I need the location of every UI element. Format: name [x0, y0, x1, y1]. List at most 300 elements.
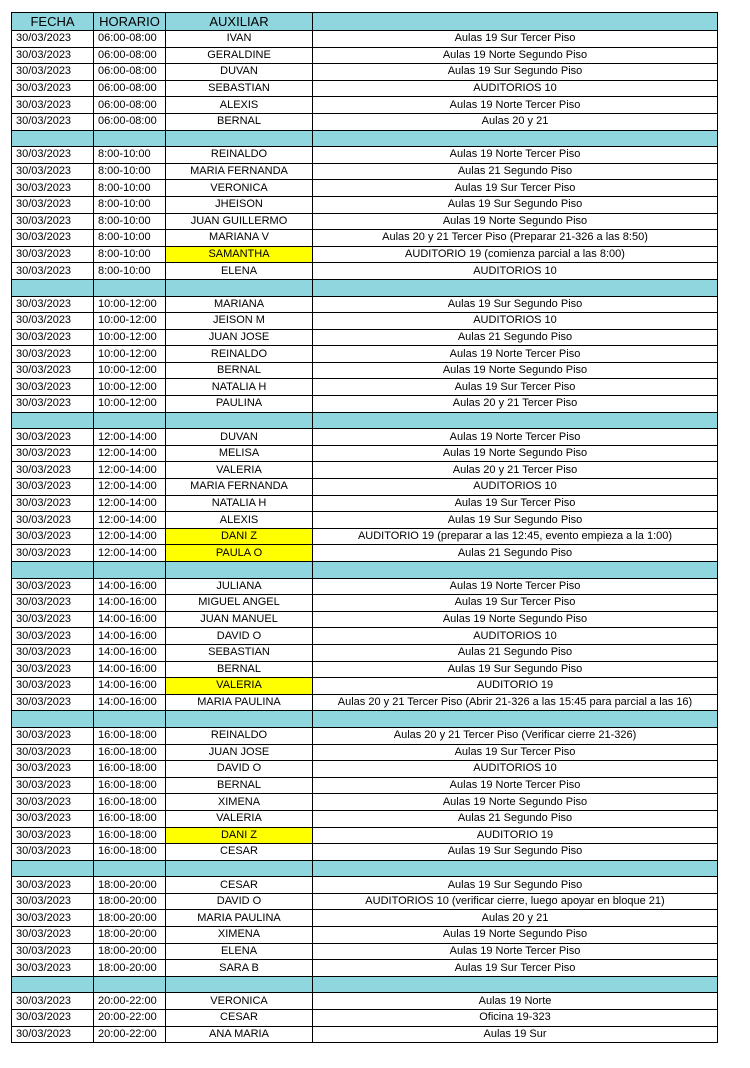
table-row: [12, 827, 718, 844]
place-cell: AUDITORIOS 10: [313, 313, 718, 330]
auxiliar-cell: ANA MARIA: [166, 1026, 313, 1043]
time-cell: 10:00-12:00: [94, 346, 166, 363]
auxiliar-cell: GERALDINE: [166, 47, 313, 64]
separator-cell: [12, 130, 94, 147]
table-row: [12, 794, 718, 811]
place-cell: Aulas 20 y 21 Tercer Piso (Preparar 21-326 a las 8:50): [313, 230, 718, 247]
auxiliar-cell: CESAR: [166, 844, 313, 861]
schedule-table: [11, 12, 718, 1043]
time-cell: 16:00-18:00: [94, 827, 166, 844]
time-cell: 06:00-08:00: [94, 113, 166, 130]
date-cell: 30/03/2023: [12, 960, 94, 977]
auxiliar-cell: ALEXIS: [166, 512, 313, 529]
date-cell: 30/03/2023: [12, 761, 94, 778]
date-cell: 30/03/2023: [12, 362, 94, 379]
time-cell: 16:00-18:00: [94, 761, 166, 778]
place-cell: Aulas 19 Norte Tercer Piso: [313, 429, 718, 446]
place-cell: Aulas 19 Sur Segundo Piso: [313, 64, 718, 81]
auxiliar-cell: BERNAL: [166, 777, 313, 794]
time-cell: 10:00-12:00: [94, 329, 166, 346]
table-row: [12, 445, 718, 462]
date-cell: 30/03/2023: [12, 313, 94, 330]
place-cell: AUDITORIOS 10: [313, 628, 718, 645]
auxiliar-cell: JULIANA: [166, 578, 313, 595]
date-cell: 30/03/2023: [12, 844, 94, 861]
place-cell: Aulas 19 Sur Segundo Piso: [313, 296, 718, 313]
separator-cell: [166, 976, 313, 993]
time-cell: 20:00-22:00: [94, 993, 166, 1010]
table-row: [12, 246, 718, 263]
auxiliar-cell: MARIA FERNANDA: [166, 479, 313, 496]
auxiliar-cell: REINALDO: [166, 346, 313, 363]
place-cell: Aulas 19 Norte Segundo Piso: [313, 611, 718, 628]
separator-cell: [12, 860, 94, 877]
date-cell: 30/03/2023: [12, 910, 94, 927]
table-row: [12, 694, 718, 711]
auxiliar-cell: PAULINA: [166, 396, 313, 413]
date-cell: 30/03/2023: [12, 877, 94, 894]
time-cell: 10:00-12:00: [94, 362, 166, 379]
separator-cell: [166, 562, 313, 579]
table-row: [12, 429, 718, 446]
header-lugar: [313, 13, 718, 31]
auxiliar-cell: SARA B: [166, 960, 313, 977]
date-cell: 30/03/2023: [12, 47, 94, 64]
time-cell: 16:00-18:00: [94, 794, 166, 811]
auxiliar-cell: PAULA O: [166, 545, 313, 562]
time-cell: 06:00-08:00: [94, 97, 166, 114]
time-cell: 14:00-16:00: [94, 644, 166, 661]
table-row: [12, 644, 718, 661]
auxiliar-cell: ELENA: [166, 943, 313, 960]
time-cell: 10:00-12:00: [94, 313, 166, 330]
place-cell: AUDITORIOS 10 (verificar cierre, luego apoyar en bloque 21): [313, 893, 718, 910]
time-cell: 14:00-16:00: [94, 694, 166, 711]
auxiliar-cell: VALERIA: [166, 810, 313, 827]
date-cell: 30/03/2023: [12, 213, 94, 230]
place-cell: Aulas 19 Norte Tercer Piso: [313, 943, 718, 960]
date-cell: 30/03/2023: [12, 943, 94, 960]
date-cell: 30/03/2023: [12, 445, 94, 462]
table-row: [12, 147, 718, 164]
time-cell: 12:00-14:00: [94, 512, 166, 529]
time-cell: 8:00-10:00: [94, 147, 166, 164]
date-cell: 30/03/2023: [12, 827, 94, 844]
date-cell: 30/03/2023: [12, 794, 94, 811]
separator-cell: [94, 711, 166, 728]
table-row: [12, 263, 718, 280]
auxiliar-cell: DANI Z: [166, 528, 313, 545]
place-cell: Aulas 21 Segundo Piso: [313, 810, 718, 827]
place-cell: Oficina 19-323: [313, 1010, 718, 1027]
time-cell: 12:00-14:00: [94, 445, 166, 462]
place-cell: Aulas 19 Sur Segundo Piso: [313, 196, 718, 213]
time-cell: 18:00-20:00: [94, 927, 166, 944]
schedule-body: [12, 31, 718, 1043]
time-cell: 12:00-14:00: [94, 479, 166, 496]
separator-cell: [94, 412, 166, 429]
table-row: [12, 180, 718, 197]
date-cell: 30/03/2023: [12, 744, 94, 761]
place-cell: Aulas 19 Norte Tercer Piso: [313, 777, 718, 794]
table-row: [12, 296, 718, 313]
place-cell: Aulas 21 Segundo Piso: [313, 545, 718, 562]
place-cell: Aulas 19 Sur Segundo Piso: [313, 512, 718, 529]
place-cell: Aulas 19 Sur Segundo Piso: [313, 844, 718, 861]
table-row: [12, 744, 718, 761]
table-row: [12, 230, 718, 247]
place-cell: Aulas 20 y 21 Tercer Piso: [313, 396, 718, 413]
place-cell: AUDITORIO 19 (preparar a las 12:45, evento empieza a la 1:00): [313, 528, 718, 545]
table-row: [12, 495, 718, 512]
separator-cell: [12, 711, 94, 728]
table-row: [12, 578, 718, 595]
date-cell: 30/03/2023: [12, 147, 94, 164]
table-row: [12, 362, 718, 379]
place-cell: Aulas 19 Norte Segundo Piso: [313, 794, 718, 811]
table-row: [12, 777, 718, 794]
auxiliar-cell: NATALIA H: [166, 379, 313, 396]
time-cell: 14:00-16:00: [94, 678, 166, 695]
time-cell: 8:00-10:00: [94, 180, 166, 197]
place-cell: AUDITORIO 19: [313, 678, 718, 695]
place-cell: AUDITORIOS 10: [313, 761, 718, 778]
place-cell: Aulas 21 Segundo Piso: [313, 163, 718, 180]
date-cell: 30/03/2023: [12, 97, 94, 114]
place-cell: AUDITORIO 19 (comienza parcial a las 8:00): [313, 246, 718, 263]
date-cell: 30/03/2023: [12, 678, 94, 695]
table-row: [12, 611, 718, 628]
time-cell: 10:00-12:00: [94, 379, 166, 396]
date-cell: 30/03/2023: [12, 379, 94, 396]
table-row: [12, 1026, 718, 1043]
separator-cell: [12, 412, 94, 429]
separator-cell: [166, 130, 313, 147]
table-row: [12, 893, 718, 910]
date-cell: 30/03/2023: [12, 545, 94, 562]
separator-cell: [12, 976, 94, 993]
table-row: [12, 47, 718, 64]
auxiliar-cell: VALERIA: [166, 462, 313, 479]
place-cell: Aulas 19 Sur Tercer Piso: [313, 180, 718, 197]
auxiliar-cell: MARIANA V: [166, 230, 313, 247]
time-cell: 10:00-12:00: [94, 396, 166, 413]
time-cell: 12:00-14:00: [94, 462, 166, 479]
date-cell: 30/03/2023: [12, 396, 94, 413]
time-cell: 8:00-10:00: [94, 230, 166, 247]
time-cell: 16:00-18:00: [94, 727, 166, 744]
date-cell: 30/03/2023: [12, 644, 94, 661]
separator-cell: [313, 130, 718, 147]
table-row: [12, 844, 718, 861]
time-cell: 12:00-14:00: [94, 528, 166, 545]
separator-cell: [94, 130, 166, 147]
time-cell: 16:00-18:00: [94, 844, 166, 861]
auxiliar-cell: DAVID O: [166, 893, 313, 910]
auxiliar-cell: MARIA PAULINA: [166, 694, 313, 711]
table-row: [12, 661, 718, 678]
date-cell: 30/03/2023: [12, 727, 94, 744]
table-row: [12, 196, 718, 213]
auxiliar-cell: VERONICA: [166, 180, 313, 197]
table-row: [12, 64, 718, 81]
table-row: [12, 628, 718, 645]
table-row: [12, 313, 718, 330]
table-row: [12, 1010, 718, 1027]
date-cell: 30/03/2023: [12, 611, 94, 628]
auxiliar-cell: MARIANA: [166, 296, 313, 313]
auxiliar-cell: VERONICA: [166, 993, 313, 1010]
auxiliar-cell: JUAN GUILLERMO: [166, 213, 313, 230]
place-cell: Aulas 19 Norte Tercer Piso: [313, 97, 718, 114]
time-cell: 14:00-16:00: [94, 611, 166, 628]
auxiliar-cell: NATALIA H: [166, 495, 313, 512]
place-cell: Aulas 19 Sur Segundo Piso: [313, 877, 718, 894]
place-cell: AUDITORIOS 10: [313, 80, 718, 97]
time-cell: 12:00-14:00: [94, 545, 166, 562]
table-row: [12, 545, 718, 562]
date-cell: 30/03/2023: [12, 1026, 94, 1043]
separator-cell: [94, 860, 166, 877]
block-separator-row: [12, 976, 718, 993]
date-cell: 30/03/2023: [12, 180, 94, 197]
time-cell: 16:00-18:00: [94, 777, 166, 794]
date-cell: 30/03/2023: [12, 1010, 94, 1027]
place-cell: Aulas 19 Sur Tercer Piso: [313, 379, 718, 396]
place-cell: Aulas 19 Norte Tercer Piso: [313, 147, 718, 164]
time-cell: 8:00-10:00: [94, 263, 166, 280]
separator-cell: [313, 976, 718, 993]
table-row: [12, 379, 718, 396]
separator-cell: [94, 279, 166, 296]
block-separator-row: [12, 711, 718, 728]
date-cell: 30/03/2023: [12, 31, 94, 48]
place-cell: Aulas 19 Norte: [313, 993, 718, 1010]
separator-cell: [313, 412, 718, 429]
separator-cell: [313, 711, 718, 728]
auxiliar-cell: MELISA: [166, 445, 313, 462]
place-cell: Aulas 20 y 21 Tercer Piso: [313, 462, 718, 479]
date-cell: 30/03/2023: [12, 462, 94, 479]
date-cell: 30/03/2023: [12, 528, 94, 545]
auxiliar-cell: ELENA: [166, 263, 313, 280]
time-cell: 16:00-18:00: [94, 810, 166, 827]
date-cell: 30/03/2023: [12, 578, 94, 595]
block-separator-row: [12, 130, 718, 147]
place-cell: Aulas 19 Norte Tercer Piso: [313, 346, 718, 363]
table-row: [12, 329, 718, 346]
date-cell: 30/03/2023: [12, 429, 94, 446]
separator-cell: [166, 412, 313, 429]
date-cell: 30/03/2023: [12, 80, 94, 97]
separator-cell: [166, 860, 313, 877]
place-cell: Aulas 19 Norte Segundo Piso: [313, 213, 718, 230]
date-cell: 30/03/2023: [12, 163, 94, 180]
place-cell: Aulas 19 Sur Tercer Piso: [313, 595, 718, 612]
date-cell: 30/03/2023: [12, 246, 94, 263]
place-cell: Aulas 21 Segundo Piso: [313, 329, 718, 346]
block-separator-row: [12, 562, 718, 579]
header-auxiliar: AUXILIAR: [166, 13, 313, 31]
separator-cell: [313, 860, 718, 877]
date-cell: 30/03/2023: [12, 810, 94, 827]
auxiliar-cell: JEISON M: [166, 313, 313, 330]
place-cell: AUDITORIOS 10: [313, 263, 718, 280]
auxiliar-cell: XIMENA: [166, 794, 313, 811]
date-cell: 30/03/2023: [12, 230, 94, 247]
table-row: [12, 595, 718, 612]
time-cell: 20:00-22:00: [94, 1010, 166, 1027]
time-cell: 18:00-20:00: [94, 960, 166, 977]
time-cell: 14:00-16:00: [94, 578, 166, 595]
auxiliar-cell: JUAN JOSE: [166, 329, 313, 346]
table-row: [12, 960, 718, 977]
auxiliar-cell: SEBASTIAN: [166, 644, 313, 661]
table-row: [12, 97, 718, 114]
table-row: [12, 761, 718, 778]
auxiliar-cell: SAMANTHA: [166, 246, 313, 263]
table-row: [12, 943, 718, 960]
auxiliar-cell: CESAR: [166, 877, 313, 894]
table-row: [12, 479, 718, 496]
time-cell: 8:00-10:00: [94, 196, 166, 213]
separator-cell: [166, 711, 313, 728]
auxiliar-cell: JUAN JOSE: [166, 744, 313, 761]
date-cell: 30/03/2023: [12, 628, 94, 645]
table-row: [12, 462, 718, 479]
date-cell: 30/03/2023: [12, 661, 94, 678]
time-cell: 12:00-14:00: [94, 495, 166, 512]
place-cell: Aulas 19 Sur: [313, 1026, 718, 1043]
table-row: [12, 927, 718, 944]
place-cell: Aulas 20 y 21: [313, 113, 718, 130]
date-cell: 30/03/2023: [12, 113, 94, 130]
time-cell: 06:00-08:00: [94, 80, 166, 97]
time-cell: 18:00-20:00: [94, 910, 166, 927]
place-cell: Aulas 20 y 21: [313, 910, 718, 927]
place-cell: Aulas 19 Norte Segundo Piso: [313, 47, 718, 64]
auxiliar-cell: CESAR: [166, 1010, 313, 1027]
date-cell: 30/03/2023: [12, 595, 94, 612]
auxiliar-cell: MARIA PAULINA: [166, 910, 313, 927]
place-cell: Aulas 19 Sur Tercer Piso: [313, 31, 718, 48]
time-cell: 10:00-12:00: [94, 296, 166, 313]
separator-cell: [313, 562, 718, 579]
auxiliar-cell: DUVAN: [166, 64, 313, 81]
auxiliar-cell: ALEXIS: [166, 97, 313, 114]
time-cell: 16:00-18:00: [94, 744, 166, 761]
time-cell: 8:00-10:00: [94, 246, 166, 263]
place-cell: Aulas 19 Sur Tercer Piso: [313, 744, 718, 761]
auxiliar-cell: DAVID O: [166, 628, 313, 645]
auxiliar-cell: BERNAL: [166, 661, 313, 678]
place-cell: Aulas 19 Sur Segundo Piso: [313, 661, 718, 678]
table-row: [12, 910, 718, 927]
auxiliar-cell: JHEISON: [166, 196, 313, 213]
block-separator-row: [12, 412, 718, 429]
table-row: [12, 396, 718, 413]
place-cell: Aulas 19 Norte Segundo Piso: [313, 445, 718, 462]
separator-cell: [12, 562, 94, 579]
place-cell: Aulas 19 Norte Tercer Piso: [313, 578, 718, 595]
table-row: [12, 163, 718, 180]
table-row: [12, 810, 718, 827]
auxiliar-cell: MARIA FERNANDA: [166, 163, 313, 180]
time-cell: 12:00-14:00: [94, 429, 166, 446]
table-row: [12, 346, 718, 363]
table-row: [12, 993, 718, 1010]
table-row: [12, 113, 718, 130]
date-cell: 30/03/2023: [12, 927, 94, 944]
date-cell: 30/03/2023: [12, 694, 94, 711]
table-row: [12, 31, 718, 48]
separator-cell: [94, 562, 166, 579]
auxiliar-cell: JUAN MANUEL: [166, 611, 313, 628]
table-row: [12, 877, 718, 894]
auxiliar-cell: SEBASTIAN: [166, 80, 313, 97]
time-cell: 14:00-16:00: [94, 628, 166, 645]
time-cell: 06:00-08:00: [94, 31, 166, 48]
place-cell: Aulas 20 y 21 Tercer Piso (Verificar cierre 21-326): [313, 727, 718, 744]
time-cell: 14:00-16:00: [94, 595, 166, 612]
time-cell: 20:00-22:00: [94, 1026, 166, 1043]
auxiliar-cell: MIGUEL ANGEL: [166, 595, 313, 612]
place-cell: Aulas 20 y 21 Tercer Piso (Abrir 21-326 a las 15:45 para parcial a las 16): [313, 694, 718, 711]
header-fecha: FECHA: [12, 13, 94, 31]
separator-cell: [94, 976, 166, 993]
table-row: [12, 512, 718, 529]
table-row: [12, 213, 718, 230]
time-cell: 14:00-16:00: [94, 661, 166, 678]
time-cell: 06:00-08:00: [94, 64, 166, 81]
place-cell: Aulas 19 Norte Segundo Piso: [313, 927, 718, 944]
block-separator-row: [12, 279, 718, 296]
auxiliar-cell: VALERIA: [166, 678, 313, 695]
time-cell: 8:00-10:00: [94, 163, 166, 180]
place-cell: Aulas 21 Segundo Piso: [313, 644, 718, 661]
auxiliar-cell: REINALDO: [166, 147, 313, 164]
table-row: [12, 80, 718, 97]
auxiliar-cell: IVAN: [166, 31, 313, 48]
place-cell: Aulas 19 Norte Segundo Piso: [313, 362, 718, 379]
place-cell: AUDITORIO 19: [313, 827, 718, 844]
auxiliar-cell: BERNAL: [166, 362, 313, 379]
time-cell: 18:00-20:00: [94, 943, 166, 960]
table-row: [12, 727, 718, 744]
date-cell: 30/03/2023: [12, 893, 94, 910]
block-separator-row: [12, 860, 718, 877]
separator-cell: [166, 279, 313, 296]
date-cell: 30/03/2023: [12, 329, 94, 346]
auxiliar-cell: DUVAN: [166, 429, 313, 446]
date-cell: 30/03/2023: [12, 993, 94, 1010]
header-horario: HORARIO: [94, 13, 166, 31]
time-cell: 8:00-10:00: [94, 213, 166, 230]
date-cell: 30/03/2023: [12, 495, 94, 512]
date-cell: 30/03/2023: [12, 777, 94, 794]
date-cell: 30/03/2023: [12, 296, 94, 313]
place-cell: Aulas 19 Sur Tercer Piso: [313, 960, 718, 977]
auxiliar-cell: DANI Z: [166, 827, 313, 844]
separator-cell: [313, 279, 718, 296]
auxiliar-cell: BERNAL: [166, 113, 313, 130]
separator-cell: [12, 279, 94, 296]
date-cell: 30/03/2023: [12, 263, 94, 280]
time-cell: 18:00-20:00: [94, 893, 166, 910]
date-cell: 30/03/2023: [12, 196, 94, 213]
place-cell: AUDITORIOS 10: [313, 479, 718, 496]
time-cell: 06:00-08:00: [94, 47, 166, 64]
